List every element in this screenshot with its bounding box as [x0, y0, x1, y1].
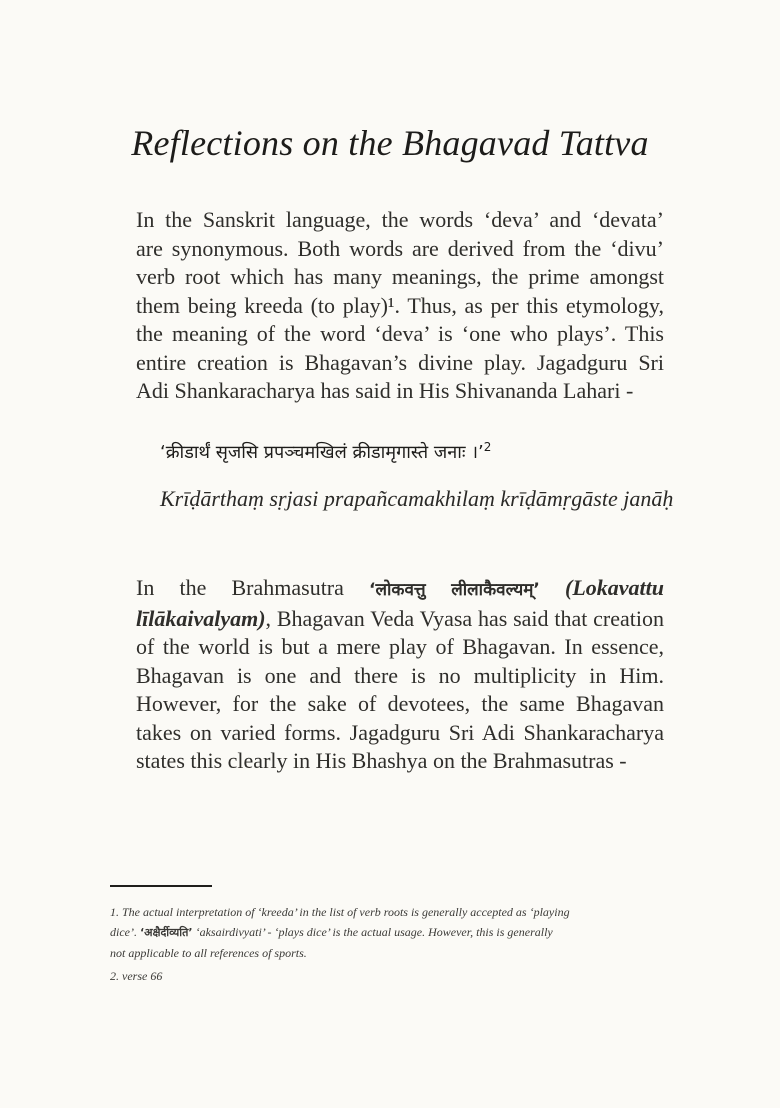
paragraph-line: them being kreeda (to play)¹. Thus, as per this etymology,: [136, 292, 664, 318]
footnote-2: 2. verse 66: [110, 969, 163, 983]
paragraph-line: are synonymous. Both words are derived from the ‘divu’: [136, 235, 664, 261]
sanskrit-verse-text: ‘क्रीडार्थं सृजसि प्रपञ्चमखिलं क्रीडामृगास्ते जनाः ।’: [160, 442, 484, 463]
sanskrit-verse: [160, 440, 491, 464]
paragraph-line: In the Sanskrit language, the words ‘deva’ and ‘devata’: [136, 207, 664, 232]
paragraph-line: Adi Shankaracharya has said in His Shivananda Lahari -: [136, 378, 634, 403]
paragraph-line: However, for the sake of devotees, the same Bhagavan: [136, 691, 664, 716]
footnote-devanagari: ‘अक्षैर्दीव्यति’: [139, 926, 193, 939]
footnote-text: ‘aksairdivyati’ - ‘plays dice’ is the actual usage. However, this is generally: [192, 925, 553, 939]
footnote-ref-2[interactable]: 2: [483, 440, 492, 454]
footnote-line: 1. The actual interpretation of ‘kreeda’ in the list of verb roots is generally accepted as ‘playing: [110, 905, 570, 919]
paragraph-line: of the world is but a mere play of Bhagavan. In essence,: [136, 634, 664, 659]
paragraph-line: states this clearly in His Bhashya on the Brahmasutras -: [136, 748, 627, 773]
sutra-devanagari: ‘लोकवत्तु लीलाकैवल्यम्’: [369, 580, 540, 600]
line-text: , Bhagavan Veda Vyasa has said that creation: [265, 605, 664, 631]
paragraph-2: [136, 574, 664, 776]
paragraph-1: [136, 206, 664, 406]
footnote-text: dice’.: [110, 925, 140, 939]
paragraph-line: Bhagavan is one and there is no multiplicity in Him.: [136, 662, 664, 688]
footnote-1: [110, 902, 610, 963]
line-text: In the Brahmasutra: [136, 575, 370, 600]
verse-transliteration: Krīḍārthaṃ sṛjasi prapañcamakhilaṃ krīḍāmṛgāste janāḥ: [160, 486, 674, 511]
paragraph-line: [136, 605, 664, 634]
footnote-divider: [110, 885, 212, 887]
paragraph-line: entire creation is Bhagavan’s divine play. Jagadguru Sri: [136, 349, 664, 375]
paragraph-line: takes on varied forms. Jagadguru Sri Adi Shankaracharya: [136, 719, 664, 745]
paragraph-line: verb root which has many meanings, the prime amongst: [136, 264, 664, 289]
footnote-line: [110, 922, 610, 943]
footnote-line: not applicable to all references of sports.: [110, 946, 307, 960]
paragraph-line: the meaning of the word ‘deva’ is ‘one who plays’. This: [136, 321, 664, 346]
paragraph-line: [136, 574, 664, 605]
page-title: Reflections on the Bhagavad Tattva: [131, 123, 649, 163]
sutra-transliteration-end: līlākaivalyam): [136, 605, 266, 631]
sutra-transliteration: (Lokavattu: [539, 575, 664, 600]
